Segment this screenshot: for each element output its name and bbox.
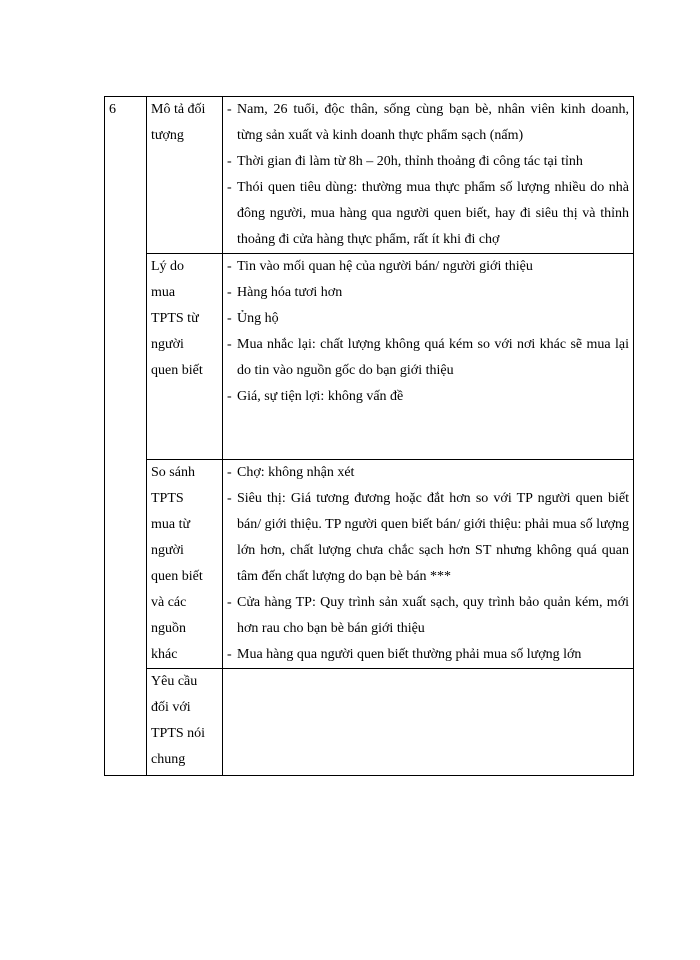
label-line: người [151,337,184,352]
bullet-text: Chợ: không nhận xét [237,465,355,480]
label-line: tượng [151,128,184,143]
bullet-text: Ủng hộ [237,311,279,326]
bullet-item: - Hàng hóa tươi hơn [227,280,629,306]
label-line: So sánh [151,465,195,480]
bullet-item: - Giá, sự tiện lợi: không vấn đề [227,384,629,410]
bullet-item: - Mua hàng qua người quen biết thường phải mua số lượng lớn [227,642,629,668]
bullet-item: - Ủng hộ [227,306,629,332]
content-cell [223,97,634,254]
label-line: khác [151,647,178,662]
label-cell [147,254,223,460]
label-line: TPTS [151,491,184,506]
interview-table [104,96,634,776]
table-row [105,97,634,254]
label-line: Yêu cầu [151,674,198,689]
label-cell [147,669,223,776]
table-row [105,460,634,669]
bullet-text: Thời gian đi làm từ 8h – 20h, thỉnh thoảng đi công tác tại tỉnh [237,154,583,169]
label-line: chung [151,752,186,767]
bullet-item: - Nam, 26 tuổi, độc thân, sống cùng bạn bè, nhân viên kinh doanh, từng sản xuất và kinh doanh thực phẩm sạch (nấm) [227,97,629,149]
label-line: mua [151,285,176,300]
label-line: người [151,543,184,558]
label-line: nguồn [151,621,186,636]
label-line: TPTS từ [151,311,199,326]
table-row [105,669,634,776]
table-row [105,254,634,460]
bullet-item: - Siêu thị: Giá tương đương hoặc đắt hơn so với TP người quen biết bán/ giới thiệu. TP người quen biết bán/ giới thiệu: phải mua số lượng lớn hơn, chất lượng chưa chắc sạch hơn ST nhưng không quá quan tâm đến chất lượng do bạn bè bán *** [227,486,629,590]
label-line: mua từ [151,517,191,532]
bullet-text: Thói quen tiêu dùng: thường mua thực phẩm số lượng nhiều do nhà đông người, mua hàng qua người quen biết, hay đi siêu thị và thỉnh thoảng đi cửa hàng thực phẩm, rất ít khi đi chợ [237,180,629,247]
label-line: đối với [151,700,191,715]
bullet-item: - Thời gian đi làm từ 8h – 20h, thỉnh thoảng đi công tác tại tỉnh [227,149,629,175]
label-cell [147,97,223,254]
bullet-text: Siêu thị: Giá tương đương hoặc đắt hơn so với TP người quen biết bán/ giới thiệu. TP người quen biết bán/ giới thiệu: phải mua số lượng lớn hơn, chất lượng chưa chắc sạch hơn ST nhưng không quá quan tâm đến chất lượng do bạn bè bán *** [237,491,629,584]
bullet-text: Nam, 26 tuổi, độc thân, sống cùng bạn bè, nhân viên kinh doanh, từng sản xuất và kinh doanh thực phẩm sạch (nấm) [237,102,629,143]
label-cell [147,460,223,669]
bullet-item: - Cửa hàng TP: Quy trình sản xuất sạch, quy trình bảo quản kém, mới hơn rau cho bạn bè bán giới thiệu [227,590,629,642]
bullet-text: Mua nhắc lại: chất lượng không quá kém so với nơi khác sẽ mua lại do tin vào nguồn gốc do bạn giới thiệu [237,337,629,378]
label-line: quen biết [151,363,203,378]
bullet-text: Tin vào mối quan hệ của người bán/ người giới thiệu [237,259,533,274]
label-line: và các [151,595,187,610]
label-line: TPTS nói [151,726,206,741]
bullet-text: Giá, sự tiện lợi: không vấn đề [237,389,404,404]
label-line: Mô tả đối [151,102,206,117]
bullet-item: - Tin vào mối quan hệ của người bán/ người giới thiệu [227,254,629,280]
content-cell [223,460,634,669]
content-cell-empty [223,669,634,776]
bullet-text: Hàng hóa tươi hơn [237,285,343,300]
bullet-item: - Mua nhắc lại: chất lượng không quá kém so với nơi khác sẽ mua lại do tin vào nguồn gốc do bạn giới thiệu [227,332,629,384]
row-number-cell [105,97,147,776]
bullet-text: Cửa hàng TP: Quy trình sản xuất sạch, quy trình bảo quản kém, mới hơn rau cho bạn bè bán giới thiệu [237,595,629,636]
row-number: 6 [109,102,116,117]
bullet-text: Mua hàng qua người quen biết thường phải mua số lượng lớn [237,647,582,662]
label-line: quen biết [151,569,203,584]
bullet-item: - Chợ: không nhận xét [227,460,629,486]
content-cell [223,254,634,460]
bullet-item: - Thói quen tiêu dùng: thường mua thực phẩm số lượng nhiều do nhà đông người, mua hàng qua người quen biết, hay đi siêu thị và thỉnh thoảng đi cửa hàng thực phẩm, rất ít khi đi chợ [227,175,629,253]
label-line: Lý do [151,259,185,274]
